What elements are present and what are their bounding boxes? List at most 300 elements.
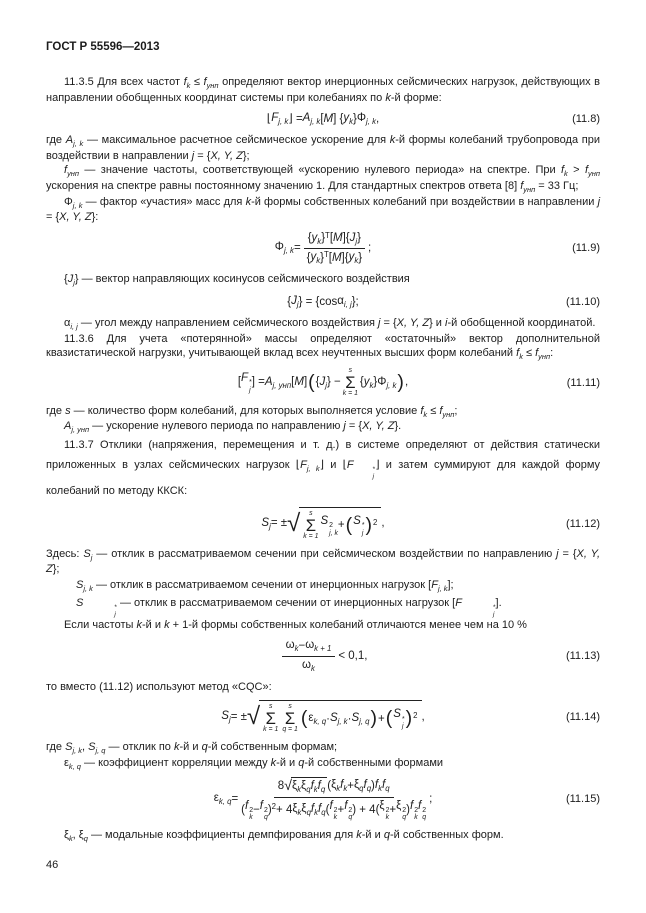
symbol-main: f: [516, 347, 520, 360]
subscript: унп: [206, 80, 219, 90]
math-symbol: [445, 317, 447, 329]
math-symbol: [431, 579, 447, 591]
formula-number: (11.10): [565, 295, 600, 308]
sum-lower-limit: k = 1: [303, 532, 319, 540]
math-symbol: [535, 347, 551, 362]
symbol-main: f: [520, 179, 524, 192]
math-symbol: [136, 619, 142, 631]
symbol-main: f: [363, 779, 367, 792]
subscript: j: [492, 610, 495, 618]
symbol-main: q: [383, 828, 390, 841]
formula-11-12: [46, 507, 600, 541]
formula-11-15: [46, 777, 600, 822]
math-symbol: [455, 596, 496, 618]
symbol-main: X, Y, Z: [396, 317, 430, 330]
symbol-main: α: [337, 294, 344, 307]
subscript: j, k: [283, 246, 294, 256]
symbol-main: q: [298, 756, 305, 769]
math-symbol: [560, 164, 568, 179]
subscript: q: [306, 808, 311, 818]
math-symbol: [83, 548, 92, 560]
math-symbol: [64, 164, 80, 179]
subscript: j, k: [329, 529, 338, 537]
symbol-main: M: [323, 112, 334, 125]
math-symbol: [76, 579, 93, 591]
math-symbol: [265, 375, 291, 391]
math-symbol: [324, 250, 329, 266]
symbol-main: f: [439, 404, 443, 417]
sum-upper-limit: s: [269, 703, 273, 711]
math-symbol: [516, 347, 523, 362]
subscript: j: [114, 610, 116, 618]
stacked-scripts: [355, 466, 376, 481]
sum-upper-limit: s: [288, 703, 292, 711]
subscript: k: [316, 256, 321, 266]
subscript: j, k: [310, 117, 321, 127]
symbol-main: ε: [64, 756, 69, 769]
superscript: *: [249, 379, 252, 387]
math-symbol: [311, 779, 318, 795]
big-paren: ): [405, 707, 413, 730]
symbol-main: f: [535, 347, 539, 360]
symbol-main: A: [65, 134, 74, 147]
big-paren: ): [370, 707, 378, 730]
symbol-main: s: [65, 404, 71, 417]
math-symbol: [65, 405, 71, 417]
document-header: ГОСТ Р 55596—2013: [46, 41, 160, 53]
math-symbol: [292, 802, 301, 818]
formula-body: [ F * j ] = $A_{j, унп}$ [ M ] ( { $J_j$ } − s Σ k = 1 { $y_k$ } $\Phi_{j, k}$ ) ,: [237, 366, 409, 397]
formula-body: $\varepsilon_{k, q}$ = 8 √ $\xi_k$ $\xi_q$ $f_k$ $f_q$ ( $\xi_k$ $f_k$ + $\xi_q$ $f_q$ ) $f_k$ $f_q$ ( f 2 k − f 2 q ) $^2$ + 4 $\xi_k$ $\xi_q$ $f_k$ $f_q$ ( f 2 k + f 2 q ) + 4( ξ 2 k + ξ 2 q ) f 2 k f 2 q ;: [213, 778, 433, 822]
subscript: k: [297, 785, 302, 795]
math-symbol: [301, 779, 311, 795]
subscript: j: [296, 300, 299, 310]
symbol-main: M: [294, 376, 304, 389]
superscript: *: [492, 603, 496, 611]
math-symbol: [184, 76, 191, 88]
math-symbol: [214, 791, 232, 807]
math-symbol: [350, 231, 358, 247]
math-symbol: [320, 375, 328, 391]
symbol-main: Φ: [356, 111, 367, 124]
symbol-main: J: [349, 231, 356, 244]
superscript: 2: [271, 802, 277, 812]
superscript: 2: [329, 522, 333, 530]
subscript: j: [228, 715, 231, 725]
subscript: j: [361, 529, 364, 537]
subscript: k: [317, 236, 322, 246]
symbol-main: f: [317, 780, 321, 793]
paragraph-frequency-condition: Если частоты k-й и k + 1-й формы собственных колебаний отличаются менее чем на 10 %: [64, 619, 527, 632]
symbol-main: J: [319, 375, 326, 388]
symbol-main: J: [67, 273, 74, 286]
math-symbol: [76, 596, 117, 618]
definition-f-unp: $f_{унп}$ — значение частоты, соответствующей «ускорению нулевого периода» на спектре. При $f_k > f_{унп}$ ускорения на спектре равны постоянному значению 1. Для стандартных спектров ответа [8] $f_{унп} = 33$ Гц;: [46, 164, 600, 194]
math-symbol: [286, 638, 299, 654]
subscript: j, k: [72, 745, 83, 755]
symbol-main: k: [164, 619, 170, 632]
symbol-main: α: [64, 317, 71, 330]
sum-lower-limit: k = 1: [263, 726, 279, 734]
formula-body: $S_j$ = ± √ s Σ k = 1 S 2 j, k + ( S * j ) $^2$ ,: [94, 507, 552, 541]
math-symbol: [331, 778, 340, 794]
subscript: k: [336, 784, 341, 794]
math-symbol: [305, 638, 331, 654]
math-symbol: [333, 231, 343, 246]
math-symbol: [291, 294, 299, 310]
subscript: q: [321, 808, 326, 818]
symbol-main: M: [333, 232, 343, 245]
symbol-main: X, Y, Z: [46, 547, 600, 576]
definition-a-junp: $A_{j, унп}$ — ускорение нулевого периода по направлению j = {X, Y, Z}.: [64, 420, 402, 435]
subscript: j, унп: [71, 425, 90, 435]
summation: [303, 511, 318, 541]
math-symbol: [364, 375, 374, 391]
subscript: унп: [442, 409, 455, 419]
math-symbol: [349, 250, 359, 266]
symbol-main: f: [382, 779, 386, 792]
math-symbol: [393, 707, 404, 730]
subscript: j, k: [72, 200, 83, 210]
math-symbol: [271, 757, 277, 769]
symbol-main: ξ: [331, 779, 337, 792]
definition-s-jk-jq: где $S_{j, k}$, $S_{j, q}$ — отклик по k-й и q-й собственным формам;: [46, 740, 338, 755]
math-symbol: [64, 829, 73, 841]
symbol-main: ξ: [301, 780, 307, 793]
fraction-denominator: [302, 657, 315, 674]
math-symbol: [340, 778, 347, 794]
math-symbol: [357, 111, 376, 127]
math-symbol: [65, 134, 84, 149]
symbol-main: S: [329, 711, 338, 724]
math-symbol: [202, 741, 208, 753]
symbol-main: J: [291, 294, 297, 307]
symbol-main: ξ: [379, 799, 385, 812]
symbol-main: f: [310, 803, 315, 816]
subscript: k: [314, 808, 319, 818]
symbol-main: k: [173, 740, 180, 753]
symbol-main: X, Y, Z: [210, 149, 243, 162]
definition-xi: $\xi_k$, $\xi_q$ — модальные коэффициенты демпфирования для k-й и q-й собственных форм.: [64, 828, 504, 843]
stacked-scripts: [386, 807, 390, 822]
sigma-symbol: Σ: [345, 372, 356, 392]
stacked-scripts: [362, 522, 365, 537]
symbol-main: S: [76, 578, 84, 591]
symbol-main: S: [65, 740, 73, 753]
formula-number: (11.12): [565, 517, 600, 530]
symbol-main: f: [560, 164, 565, 177]
symbol-main: S: [320, 515, 329, 528]
symbol-main: j: [377, 317, 381, 330]
subscript: j: [249, 386, 251, 394]
symbol-main: F: [241, 372, 249, 385]
symbol-main: f: [344, 799, 348, 812]
math-symbol: [59, 211, 91, 223]
formula-number: (11.11): [566, 376, 600, 389]
subscript: q: [348, 814, 353, 822]
formula-body: $S_j$ = ± √ s Σ k = 1 s Σ q = 1 ( $\varepsilon_{k, q}$ · $S_{j, k}$ · $S_{j, q}$ ) + ( S * j ) $^2$ ,: [94, 700, 552, 734]
summation: [343, 368, 358, 398]
subscript: q: [263, 814, 268, 822]
subscript: k + 1: [314, 644, 332, 654]
math-symbol: [377, 375, 396, 391]
subscript: k: [423, 409, 428, 419]
symbol-main: j: [191, 149, 195, 162]
formula-11-13: [46, 638, 600, 674]
subscript: k, q: [68, 761, 81, 771]
math-symbol: [337, 294, 351, 310]
formula-body: ⌊ $F_{j, k}$ ⌋ = $A_{j, k}$ [ M ] { $y_k$ } $\Phi_{j, k}$ ,: [266, 111, 380, 127]
formula-number: (11.15): [565, 793, 600, 806]
math-symbol: [397, 317, 429, 329]
subscript: k: [294, 644, 299, 654]
sigma-symbol: Σ: [265, 709, 276, 729]
subscript: i, j: [70, 322, 78, 332]
symbol-main: F: [300, 459, 307, 472]
subscript: k: [297, 808, 302, 818]
symbol-main: A: [302, 111, 311, 124]
symbol-main: ξ: [292, 803, 298, 816]
symbol-main: X, Y, Z: [362, 420, 395, 433]
fraction-denominator: ( f 2 k − f 2 q ) $^2$ + 4 $\xi_k$ $\xi_q$ $f_k$ $f_q$ ( f 2 k + f 2 q ) + 4( ξ 2 k + ξ 2 q ) f 2 k f 2 q: [241, 799, 427, 822]
subscript: k: [369, 380, 374, 390]
paragraph-11-3-7: 11.3.7 Отклики (напряжения, перемещения и т. д.) в системе определяют от действия статически приложенных в узлах сейсмических нагрузок $⌊F_{j, k}⌋$ и ⌊F * j ⌋ и затем суммируют для каждой форму колебаний по методу ККСК:: [46, 438, 601, 497]
summation: [282, 704, 298, 734]
math-symbol: [221, 709, 230, 725]
symbol-main: f: [310, 780, 314, 793]
subscript: q: [306, 785, 311, 795]
math-symbol: [64, 196, 82, 208]
subscript: q: [422, 814, 427, 822]
symbol-main: f: [584, 164, 589, 177]
subscript: k: [414, 814, 418, 822]
math-symbol: [396, 799, 406, 822]
math-symbol: [310, 250, 320, 266]
symbol-main: j: [556, 547, 559, 560]
superscript: 2: [249, 806, 254, 814]
subscript: q: [83, 833, 88, 843]
subscript: k: [349, 117, 354, 127]
symbol-main: X, Y, Z: [59, 211, 92, 224]
subscript: j: [73, 278, 75, 288]
formula-body: $\Phi_{j, k}$ = { $y_k$ } $^T$ [ M ]{ $J_j$ } { $y_k$ } $^T$ [ M ]{ $y_k$ } ;: [274, 230, 372, 266]
stacked-scripts: [264, 807, 268, 822]
symbol-main: S: [353, 515, 361, 528]
symbol-main: ξ: [301, 803, 307, 816]
symbol-main: ω: [302, 658, 311, 671]
math-symbol: [320, 514, 337, 537]
symbol-main: ξ: [78, 828, 84, 841]
superscript: 2: [348, 806, 353, 814]
summation: [263, 704, 278, 734]
math-symbol: [79, 829, 88, 841]
subscript: q: [359, 784, 364, 794]
symbol-main: f: [329, 799, 333, 812]
superscript: 2: [413, 711, 418, 721]
symbol-main: f: [420, 404, 424, 417]
fraction: [282, 638, 336, 674]
subscript: k: [249, 814, 253, 822]
symbol-main: y: [348, 250, 355, 263]
sigma-symbol: Σ: [284, 709, 296, 729]
definition-a-jk: где $A_{j, k}$ — максимальное расчетное сейсмическое ускорение для k-й формы колебаний трубопровода при воздействии в направлении j = {X, Y, Z};: [46, 134, 600, 162]
big-paren: (: [345, 514, 353, 537]
subscript: j: [372, 473, 375, 481]
superscript: *: [401, 715, 405, 723]
symbol-main: k: [270, 756, 277, 769]
radical-body: s Σ k = 1 S 2 j, k + ( S * j ) $^2$: [299, 507, 381, 541]
subscript: i, j: [343, 300, 352, 310]
math-symbol: [373, 518, 377, 534]
fraction-numerator: { $y_k$ } $^T$ [ M ]{ $J_j$ }: [304, 231, 365, 249]
symbol-main: k: [245, 195, 252, 208]
subscript: k: [68, 833, 73, 843]
symbol-main: Φ: [64, 195, 73, 208]
subscript: унп: [538, 352, 551, 362]
math-symbol: [64, 317, 78, 332]
symbol-main: M: [331, 251, 342, 264]
sum-upper-limit: s: [348, 366, 353, 374]
radical-sign: √: [284, 778, 292, 795]
definition-phi-jk: $\Phi_{j, k}$ — фактор «участия» масс для k-й формы собственных колебаний при воздействии в направлении j = {X, Y, Z}:: [46, 195, 601, 224]
math-symbol: [390, 134, 396, 146]
symbol-main: y: [363, 375, 370, 388]
symbol-main: j: [343, 420, 346, 433]
fraction: [241, 777, 426, 822]
symbol-main: f: [318, 803, 322, 816]
math-symbol: [298, 757, 304, 769]
big-paren: ): [397, 370, 404, 393]
subscript: k: [343, 784, 348, 794]
paragraph-11-3-5: 11.3.5 Для всех частот $f_k \le f_{унп}$ определяют вектор инерционных сейсмических нагрузок, действующих в направлении обобщенных координат системы при колебаниях по k-й форме:: [46, 75, 601, 104]
superscript: *: [372, 466, 376, 474]
symbol-main: S: [83, 547, 91, 560]
subscript: j, k: [366, 117, 377, 127]
math-symbol: [556, 548, 558, 560]
subscript: j, q: [359, 717, 370, 727]
math-symbol: [363, 778, 371, 794]
stacked-scripts: [334, 807, 338, 822]
math-symbol: [384, 829, 390, 841]
symbol-main: f: [64, 164, 68, 177]
subscript: k: [354, 256, 359, 266]
stacked-scripts: [402, 716, 405, 731]
math-symbol: [261, 516, 270, 532]
superscript: T: [323, 250, 329, 260]
radical-body: s Σ k = 1 s Σ q = 1 ( $\varepsilon_{k, q}$ · $S_{j, k}$ · $S_{j, q}$ ) + ( S * j ) $^2$: [259, 700, 421, 734]
symbol-main: S: [76, 596, 84, 609]
superscript: 2: [385, 806, 390, 814]
math-symbol: [343, 420, 345, 432]
formula-number: (11.13): [565, 650, 600, 663]
math-symbol: [294, 375, 304, 390]
symbol-main: ε: [213, 792, 219, 805]
subscript: q: [402, 814, 407, 822]
math-symbol: [67, 273, 75, 288]
subscript: j, q: [95, 745, 106, 755]
math-symbol: [325, 231, 330, 247]
formula-11-14: [46, 700, 600, 734]
symbol-main: Φ: [377, 375, 387, 388]
stacked-scripts: [249, 379, 252, 394]
stacked-scripts: [84, 604, 117, 619]
subscript: k: [385, 814, 390, 822]
math-symbol: [410, 799, 418, 822]
subscript: унп: [523, 184, 536, 194]
math-symbol: [88, 741, 105, 753]
subscript: j, унп: [272, 380, 292, 390]
subscript: j: [269, 521, 271, 531]
big-paren: (: [300, 707, 308, 730]
formula-body: { $J_j$ } = {cos $\alpha_{i, j}$ };: [287, 294, 359, 310]
subscript: q: [320, 785, 326, 795]
subscript: j, k: [386, 380, 397, 390]
math-symbol: [520, 180, 535, 192]
superscript: T: [325, 230, 330, 240]
math-symbol: [598, 196, 600, 208]
subscript: k, q: [218, 797, 232, 807]
subscript: q: [366, 784, 372, 794]
stacked-scripts: [463, 604, 496, 619]
symbol-main: S: [261, 516, 270, 529]
superscript: 2: [402, 806, 407, 814]
formula-11-10: [46, 294, 600, 310]
definition-epsilon: $\varepsilon_{k, q}$ — коэффициент корреляции между k-й и q-й собственными формами: [64, 756, 444, 771]
symbol-main: f: [259, 799, 263, 812]
superscript: 2: [263, 806, 268, 814]
symbol-main: k: [389, 134, 396, 147]
superscript: 2: [414, 806, 419, 814]
sigma-symbol: Σ: [305, 515, 317, 535]
subscript: j, k: [278, 117, 289, 127]
symbol-main: ε: [308, 711, 314, 724]
formula-number: (11.9): [572, 242, 600, 255]
symbol-main: y: [310, 250, 317, 263]
subscript: k: [564, 169, 568, 179]
math-symbol: [439, 405, 454, 417]
math-symbol: [375, 778, 382, 794]
symbol-main: i: [445, 317, 448, 330]
page-number: 46: [46, 858, 59, 871]
fraction-numerator: $\omega_k$ − $\omega_{k + 1}$: [282, 638, 336, 656]
symbol-main: k: [356, 828, 362, 841]
math-symbol: [584, 164, 600, 179]
math-symbol: [210, 150, 242, 162]
math-symbol: [275, 240, 294, 256]
symbol-main: ξ: [291, 780, 298, 793]
subscript: j, k: [73, 139, 84, 149]
symbol-main: ω: [285, 639, 295, 652]
math-symbol: [64, 757, 81, 769]
subscript: j: [355, 236, 358, 246]
subscript: k: [186, 80, 191, 90]
symbol-main: f: [183, 75, 187, 88]
stacked-scripts: [402, 807, 406, 822]
math-symbol: [245, 799, 253, 822]
math-symbol: [300, 459, 320, 474]
subscript: k: [313, 785, 318, 795]
stacked-scripts: [348, 807, 352, 822]
symbol-main: ω: [305, 639, 315, 652]
subscript: k: [519, 352, 523, 362]
subscript: j, k: [306, 464, 320, 474]
math-symbol: [353, 514, 364, 537]
radical: [247, 700, 422, 734]
math-symbol: [303, 111, 321, 127]
subscript: k: [310, 663, 315, 673]
definition-s-star: S * j — отклик в рассматриваемом сечении от инерционных нагрузок [F * j ].: [76, 596, 502, 618]
math-symbol: [302, 658, 315, 674]
